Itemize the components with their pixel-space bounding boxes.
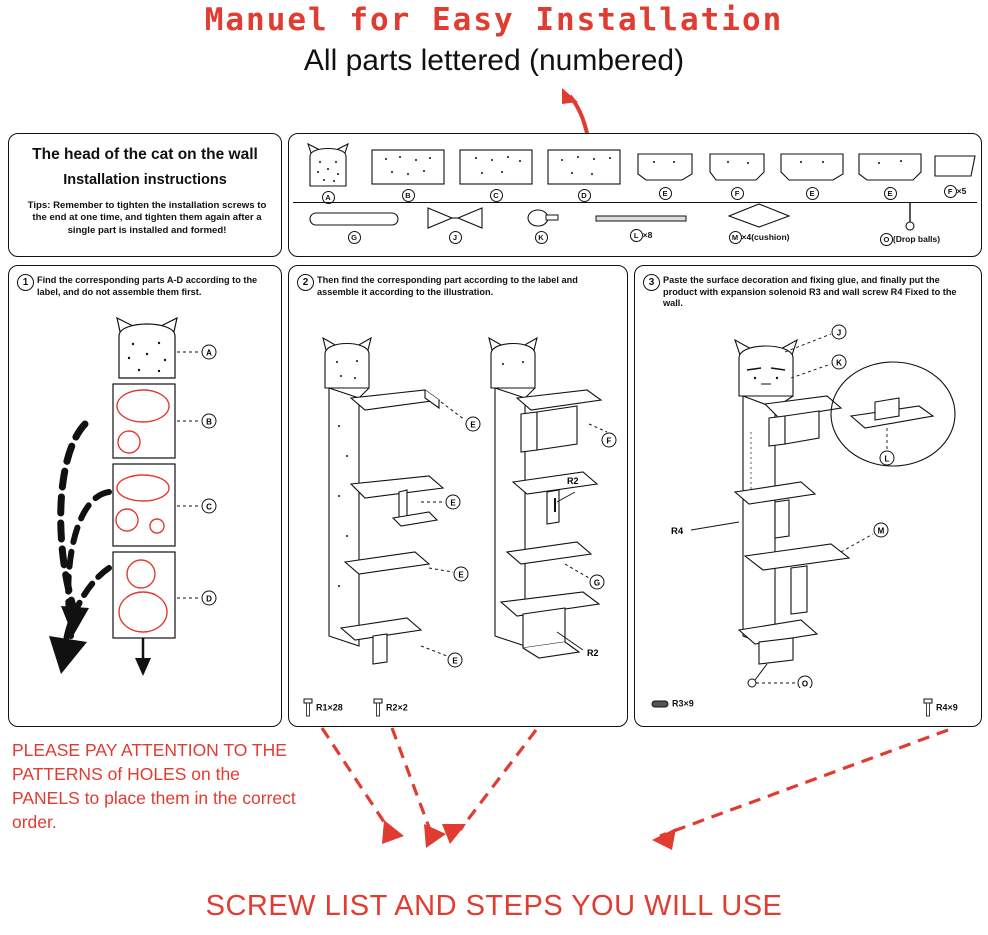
svg-text:E: E bbox=[458, 570, 464, 580]
part-label-a: A bbox=[322, 191, 335, 204]
part-label-c: C bbox=[490, 189, 503, 202]
part-label-e1: E bbox=[659, 187, 672, 200]
screw-item-r2 bbox=[373, 698, 408, 718]
step-3-text: Paste the surface decoration and fixing glue, and finally put the product with expansion solenoid R3 and wall screw R4 Fixed to the wall. bbox=[663, 275, 957, 308]
part-k bbox=[505, 204, 577, 244]
step-2-text: Then find the corresponding part according to the label and assemble it according to the illustration. bbox=[317, 275, 578, 297]
screw-icon-r3 bbox=[651, 698, 669, 710]
svg-text:D: D bbox=[206, 594, 212, 604]
part-label-e2: E bbox=[806, 187, 819, 200]
svg-text:E: E bbox=[470, 420, 476, 430]
part-label-l: L bbox=[630, 229, 643, 242]
step-2-number: 2 bbox=[297, 274, 314, 291]
svg-text:B: B bbox=[206, 417, 212, 427]
page-subtitle: All parts lettered (numbered) bbox=[303, 44, 685, 77]
screw-label-r4: R4×9 bbox=[936, 702, 958, 713]
part-label-d: D bbox=[578, 189, 591, 202]
part-l bbox=[589, 208, 693, 242]
part-j bbox=[419, 204, 491, 244]
svg-text:J: J bbox=[836, 328, 842, 338]
part-c bbox=[455, 146, 537, 202]
part-m bbox=[701, 200, 817, 244]
part-label-m: M bbox=[729, 231, 742, 244]
part-qty-l: ×8 bbox=[642, 229, 653, 240]
part-qty-f5: ×5 bbox=[956, 185, 967, 196]
screw-icon-r2 bbox=[373, 698, 383, 718]
info-box-title: The head of the cat on the wall bbox=[32, 146, 258, 163]
attention-note: PLEASE PAY ATTENTION TO THE PATTERNS of HOLES on the PANELS to place them in the correct order. bbox=[12, 740, 296, 833]
part-e2 bbox=[775, 148, 849, 200]
part-label-g: G bbox=[348, 231, 361, 244]
part-qty-o: (Drop balls) bbox=[892, 233, 941, 244]
svg-text:R4: R4 bbox=[671, 526, 684, 537]
part-label-f1: F bbox=[731, 187, 744, 200]
svg-text:R2: R2 bbox=[587, 648, 599, 658]
screw-item-r1 bbox=[303, 698, 343, 718]
svg-text:E: E bbox=[452, 656, 458, 666]
svg-text:C: C bbox=[206, 502, 212, 512]
screw-label-r2: R2×2 bbox=[386, 702, 408, 713]
svg-text:L: L bbox=[884, 454, 890, 464]
part-label-j: J bbox=[449, 231, 462, 244]
screw-icon-r1 bbox=[303, 698, 313, 718]
step-1-illustration bbox=[9, 306, 281, 721]
svg-text:K: K bbox=[836, 358, 842, 368]
screw-item-r4 bbox=[923, 698, 958, 718]
info-box-subtitle: Installation instructions bbox=[63, 172, 227, 188]
step-1-box bbox=[8, 265, 282, 727]
svg-text:O: O bbox=[801, 679, 809, 688]
part-e3 bbox=[853, 148, 927, 200]
part-g bbox=[303, 208, 405, 244]
screw-label-r1: R1×28 bbox=[316, 702, 343, 713]
screw-item-r3 bbox=[651, 698, 694, 710]
info-box-tip: Tips: Remember to tighten the installation screws to the end at one time, and tighten them again after a single part is installed and formed! bbox=[27, 200, 267, 236]
part-o bbox=[845, 200, 975, 246]
part-label-b: B bbox=[402, 189, 415, 202]
part-d bbox=[543, 146, 625, 202]
step-2-illustration bbox=[289, 306, 627, 686]
step-3-box bbox=[634, 265, 982, 727]
part-e1 bbox=[631, 148, 699, 200]
svg-text:F: F bbox=[606, 436, 612, 446]
part-f5 bbox=[929, 150, 981, 198]
info-box bbox=[8, 133, 282, 257]
step-1-number: 1 bbox=[17, 274, 34, 291]
svg-text:E: E bbox=[450, 498, 456, 508]
svg-text:M: M bbox=[877, 526, 885, 536]
step-2-box bbox=[288, 265, 628, 727]
part-b bbox=[367, 146, 449, 202]
bottom-red-arrows bbox=[300, 720, 960, 880]
step-1-text: Find the corresponding parts A-D according to the label, and do not assemble them first. bbox=[37, 275, 258, 297]
svg-text:G: G bbox=[593, 578, 601, 588]
step-3-illustration bbox=[635, 312, 981, 688]
svg-text:R2: R2 bbox=[567, 476, 579, 486]
screw-icon-r4 bbox=[923, 698, 933, 718]
step-3-number: 3 bbox=[643, 274, 660, 291]
part-qty-m: ×4(cushion) bbox=[741, 231, 790, 242]
page-title: Manuel for Easy Installation bbox=[204, 2, 784, 38]
bottom-note: SCREW LIST AND STEPS YOU WILL USE bbox=[205, 890, 783, 922]
svg-text:A: A bbox=[206, 348, 212, 358]
part-label-e3: E bbox=[884, 187, 897, 200]
part-f1 bbox=[703, 148, 771, 200]
screw-label-r3: R3×9 bbox=[672, 698, 694, 709]
part-label-f5: F bbox=[944, 185, 957, 198]
part-label-o: O bbox=[880, 233, 893, 246]
parts-list-box bbox=[288, 133, 982, 257]
part-label-k: K bbox=[535, 231, 548, 244]
part-a bbox=[297, 142, 359, 204]
